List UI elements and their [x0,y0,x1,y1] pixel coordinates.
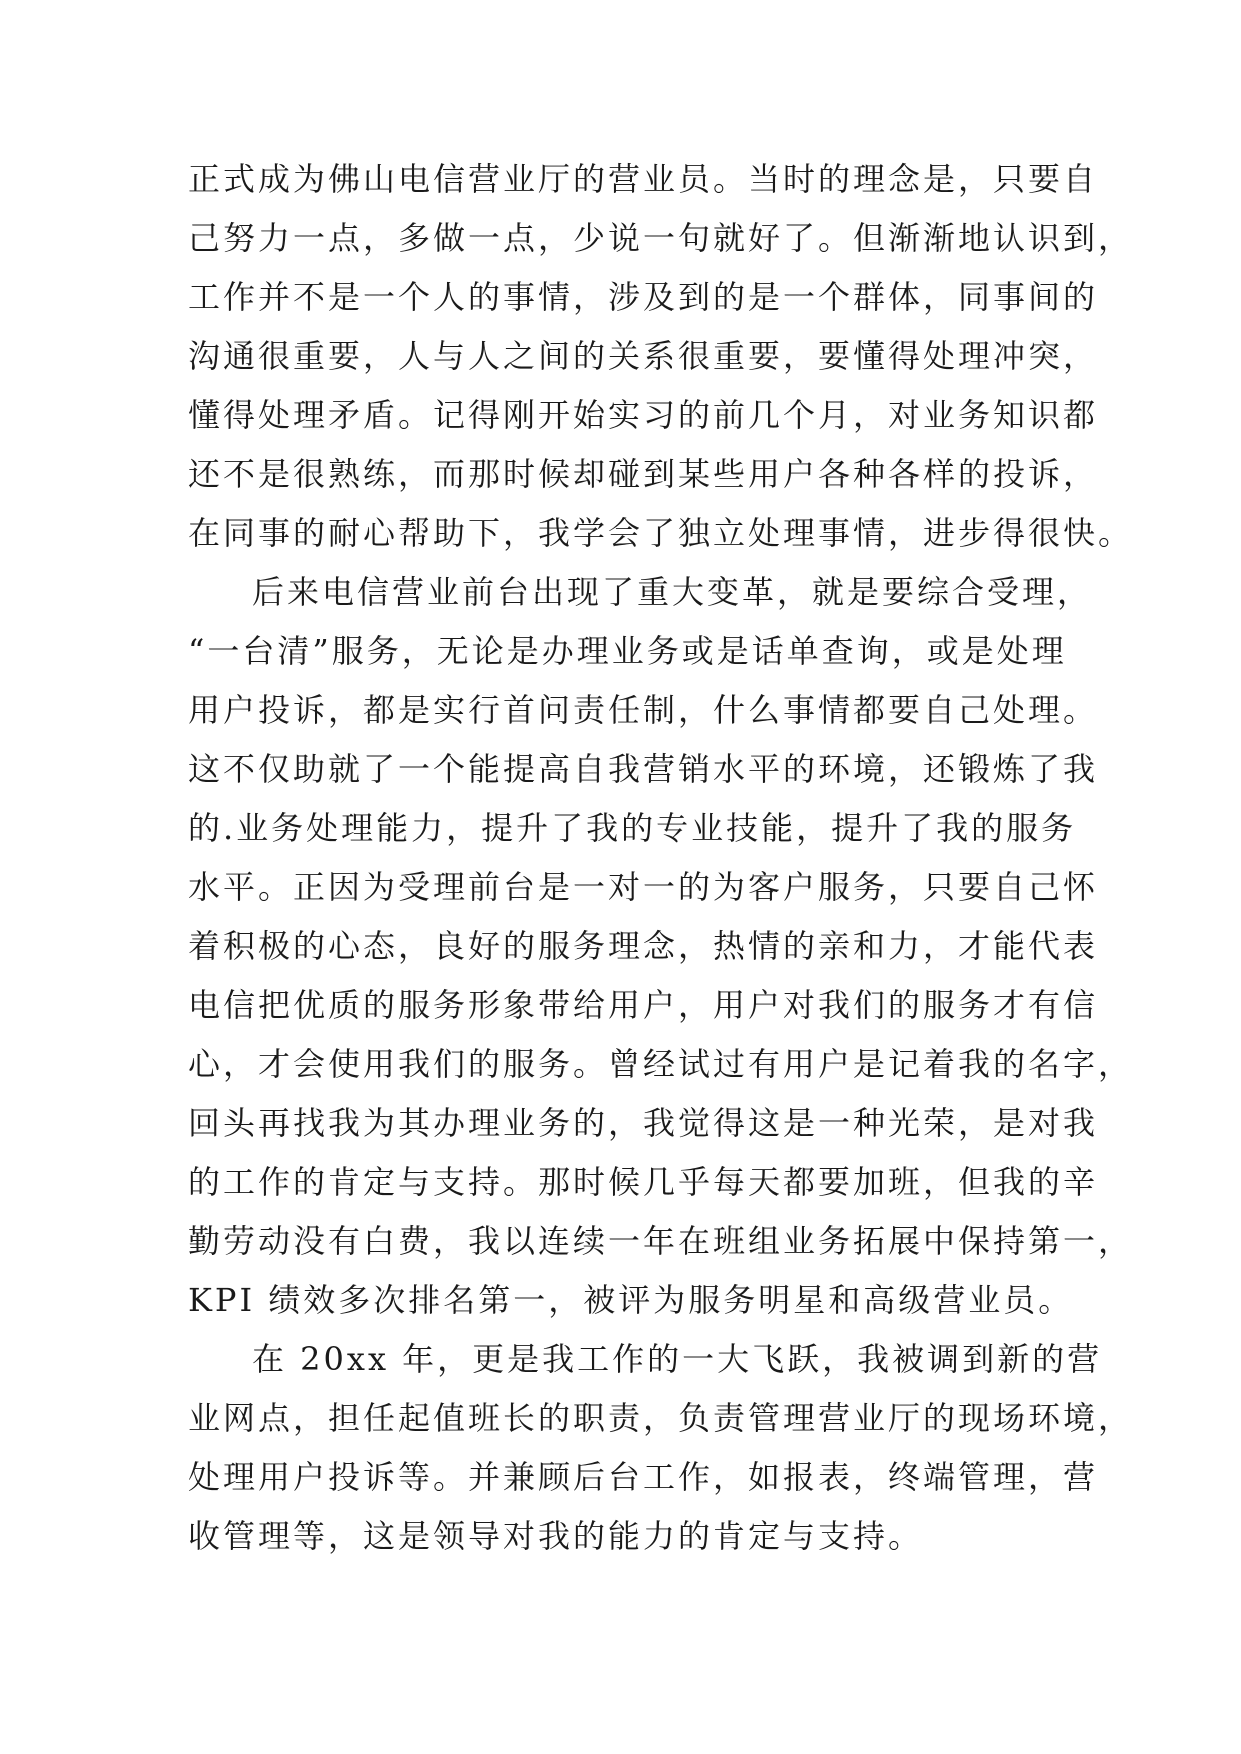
text-line: 勤劳动没有白费，我以连续一年在班组业务拓展中保持第一， [188,1222,1134,1260]
text-line: 后来电信营业前台出现了重大变革，就是要综合受理， [252,573,1093,611]
text-line: 的工作的肯定与支持。那时候几乎每天都要加班，但我的辛 [188,1163,1099,1201]
document-body [188,150,1134,1566]
text-line: 己努力一点，多做一点，少说一句就好了。但渐渐地认识到， [188,219,1134,257]
text-line: 工作并不是一个人的事情，涉及到的是一个群体，同事间的 [188,278,1099,316]
paragraph-2 [188,563,1134,1330]
text-line: 在同事的耐心帮助下，我学会了独立处理事情，进步得很快。 [188,514,1134,552]
text-line: 的.业务处理能力，提升了我的专业技能，提升了我的服务 [188,809,1077,847]
text-line: 在 20xx 年，更是我工作的一大飞跃，我被调到新的营 [252,1340,1103,1378]
text-line: 这不仅助就了一个能提高自我营销水平的环境，还锻炼了我 [188,750,1099,788]
text-line: 沟通很重要，人与人之间的关系很重要，要懂得处理冲突， [188,337,1099,375]
paragraph-1 [188,150,1134,563]
text-line: 回头再找我为其办理业务的，我觉得这是一种光荣，是对我 [188,1104,1099,1142]
text-line: 电信把优质的服务形象带给用户，用户对我们的服务才有信 [188,986,1099,1024]
text-line: 水平。正因为受理前台是一对一的为客户服务，只要自己怀 [188,868,1099,906]
text-line: 收管理等，这是领导对我的能力的肯定与支持。 [188,1517,924,1555]
text-line: 处理用户投诉等。并兼顾后台工作，如报表，终端管理，营 [188,1458,1099,1496]
text-line: 用户投诉，都是实行首问责任制，什么事情都要自己处理。 [188,691,1099,729]
text-line: 懂得处理矛盾。记得刚开始实习的前几个月，对业务知识都 [188,396,1099,434]
text-line: 还不是很熟练，而那时候却碰到某些用户各种各样的投诉， [188,455,1099,493]
text-line: 着积极的心态，良好的服务理念，热情的亲和力，才能代表 [188,927,1099,965]
text-line: KPI 绩效多次排名第一，被评为服务明星和高级营业员。 [188,1281,1074,1319]
text-line: “一台清”服务，无论是办理业务或是话单查询，或是处理 [188,632,1067,670]
paragraph-3 [188,1330,1134,1566]
text-line: 正式成为佛山电信营业厅的营业员。当时的理念是，只要自 [188,160,1099,198]
text-line: 业网点，担任起值班长的职责，负责管理营业厅的现场环境， [188,1399,1134,1437]
text-line: 心，才会使用我们的服务。曾经试过有用户是记着我的名字， [188,1045,1134,1083]
